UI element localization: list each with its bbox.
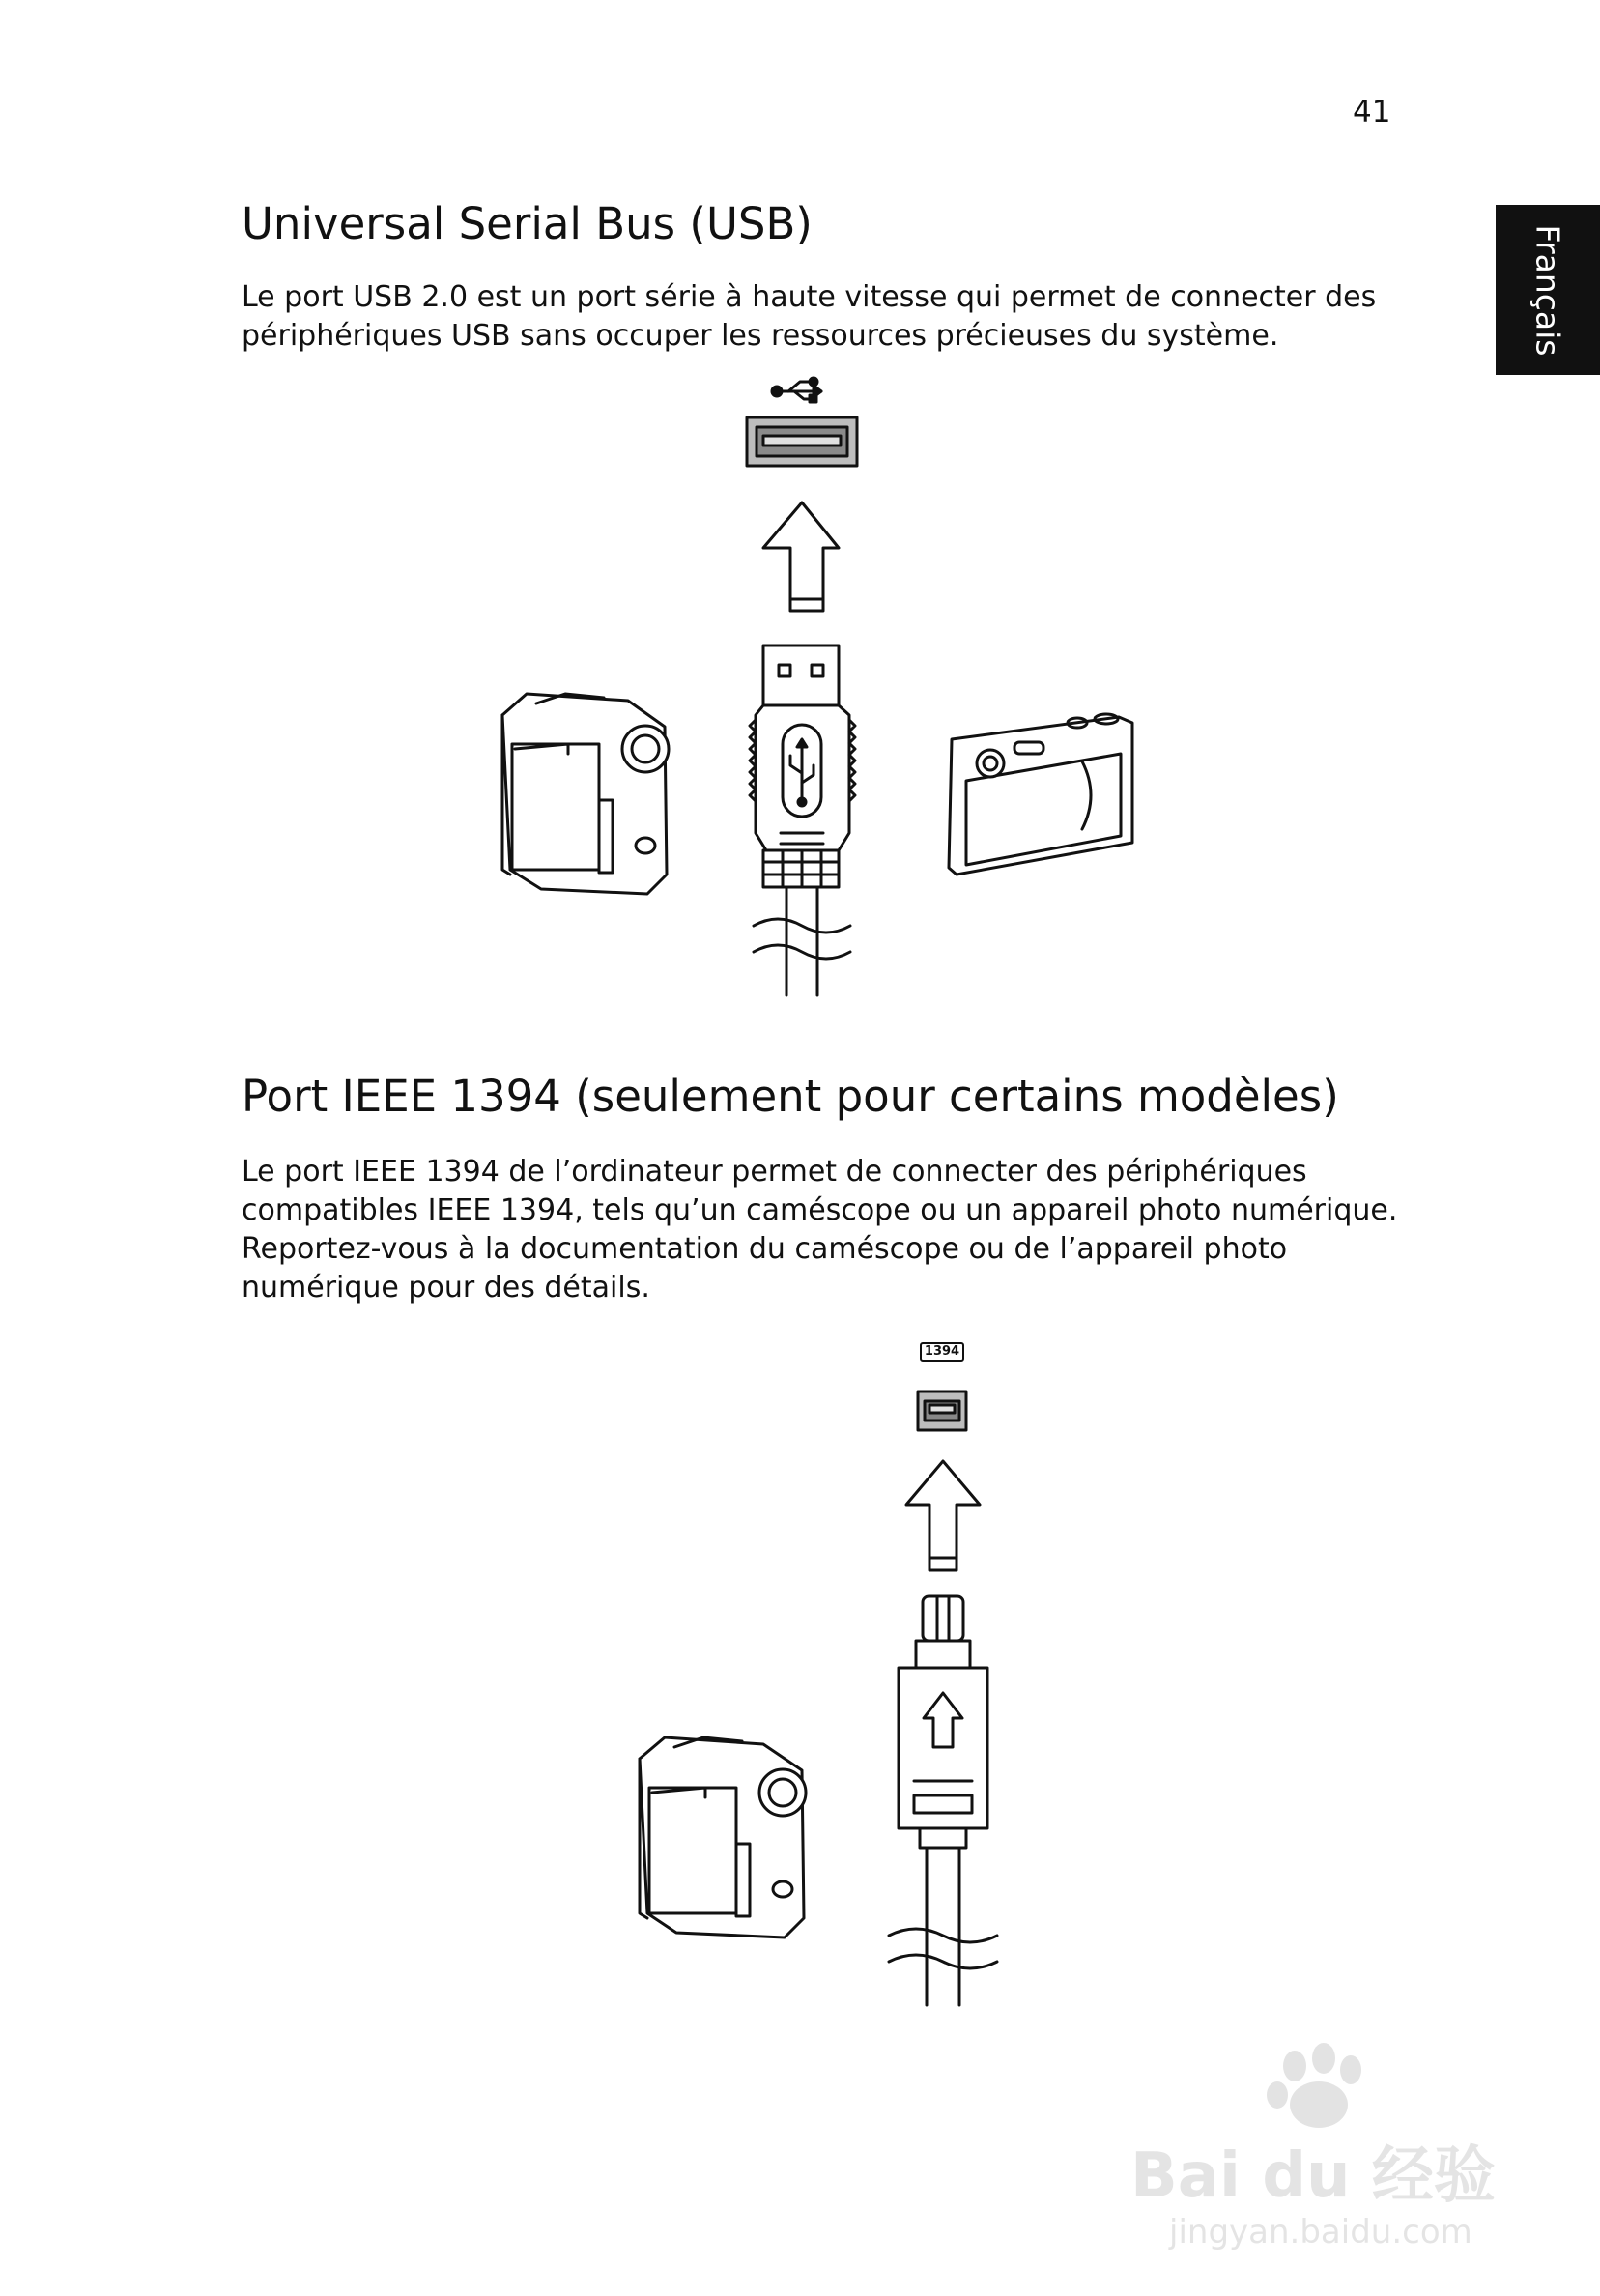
ieee-heading: Port IEEE 1394 (seulement pour certains modèles) bbox=[242, 1071, 1339, 1122]
ieee-paragraph-line: compatibles IEEE 1394, tels qu’un caméscope ou un appareil photo numérique. bbox=[242, 1193, 1398, 1227]
usb-plug-icon bbox=[750, 646, 855, 995]
ieee-paragraph-line: numérique pour des détails. bbox=[242, 1271, 650, 1305]
ieee-paragraph-line: Reportez-vous à la documentation du caméscope ou de l’appareil photo bbox=[242, 1232, 1288, 1266]
camcorder-icon bbox=[502, 694, 669, 894]
ieee-paragraph-line: Le port IEEE 1394 de l’ordinateur permet de connecter des périphériques bbox=[242, 1155, 1307, 1189]
usb-paragraph-line: Le port USB 2.0 est un port série à haute vitesse qui permet de connecter des bbox=[242, 280, 1377, 314]
page-number: 41 bbox=[1353, 95, 1391, 129]
usb-paragraph-line: périphériques USB sans occuper les ressources précieuses du système. bbox=[242, 319, 1279, 353]
usb-heading: Universal Serial Bus (USB) bbox=[242, 198, 813, 249]
language-tab-label: Français bbox=[1529, 223, 1567, 357]
watermark-brand: Bai du 经验 bbox=[1130, 2140, 1496, 2212]
camcorder-icon bbox=[640, 1737, 806, 1937]
ieee1394-port-label: 1394 bbox=[924, 1344, 960, 1359]
usb-port-icon bbox=[747, 417, 857, 466]
digital-camera-icon bbox=[949, 714, 1132, 875]
watermark bbox=[1111, 2029, 1517, 2271]
ieee1394-port-icon bbox=[918, 1392, 966, 1430]
usb-symbol-icon bbox=[772, 378, 821, 402]
ieee1394-plug-icon bbox=[889, 1596, 997, 2005]
watermark-url: jingyan.baidu.com bbox=[1169, 2213, 1472, 2252]
arrow-up-icon bbox=[763, 502, 839, 611]
arrow-up-icon bbox=[906, 1461, 980, 1570]
